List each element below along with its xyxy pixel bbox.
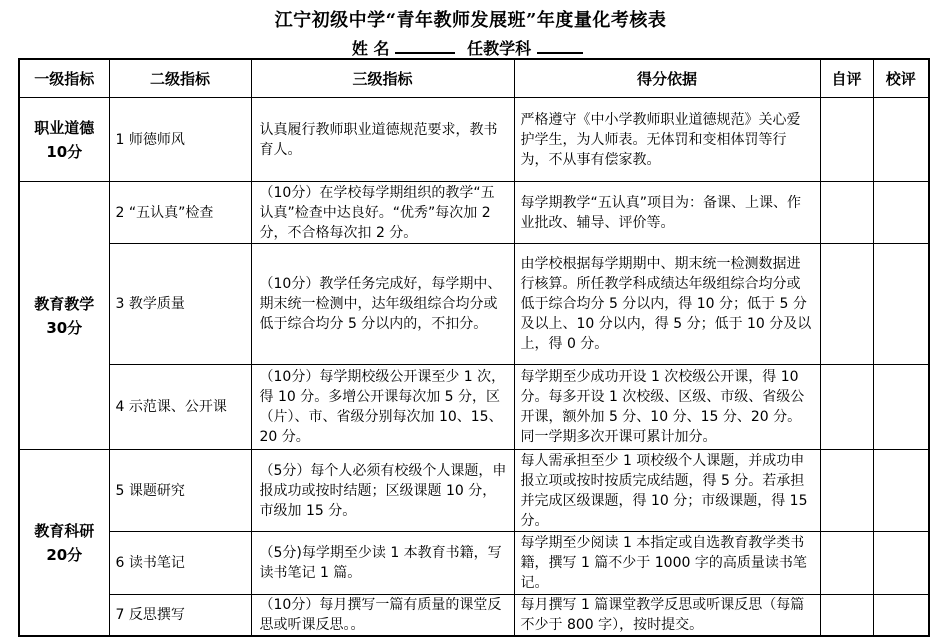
- self-eval-input[interactable]: [820, 244, 873, 365]
- category-cell: [19, 98, 109, 182]
- table-row: [19, 182, 929, 244]
- basis-cell: 每人需承担至少 1 项校级个人课题，并成功申报立项或按时按质完成结题，得 5 分。若承担并完成区级课题，得 10 分；市级课题，得 15 分。: [514, 450, 820, 532]
- category-name: 职业道德: [34, 118, 95, 137]
- school-eval-input[interactable]: [873, 532, 929, 595]
- self-eval-input[interactable]: [820, 98, 873, 182]
- category-score: 10分: [46, 142, 83, 161]
- basis-cell: 每学期教学“五认真”项目为：备课、上课、作业批改、辅导、评价等。: [514, 182, 820, 244]
- category-cell: [19, 182, 109, 450]
- table-header-row: [19, 59, 929, 98]
- category-score: 30分: [46, 318, 83, 337]
- basis-cell: 每学期至少阅读 1 本指定或自选教育教学类书籍，撰写 1 篇不少于 1000 字的高质量读书笔记。: [514, 532, 820, 595]
- item-cell: 7 反思撰写: [109, 595, 251, 637]
- category-cell: [19, 450, 109, 637]
- criteria-cell: 认真履行教师职业道德规范要求，教书育人。: [251, 98, 514, 182]
- category-name: 教育科研: [34, 521, 95, 540]
- self-eval-input[interactable]: [820, 365, 873, 450]
- subject-field[interactable]: [537, 38, 583, 54]
- form-header-line: [0, 36, 941, 59]
- category-score: 20分: [46, 545, 83, 564]
- subject-label: 任教学科: [467, 39, 532, 58]
- table-row: [19, 595, 929, 637]
- school-eval-input[interactable]: [873, 595, 929, 637]
- assessment-table: [18, 58, 930, 637]
- basis-cell: 严格遵守《中小学教师职业道德规范》关心爱护学生，为人师表。无体罚和变相体罚等行为，不从事有偿家教。: [514, 98, 820, 182]
- header-basis: 得分依据: [514, 59, 820, 98]
- basis-cell: 由学校根据每学期期中、期末统一检测数据进行核算。所任教学科成绩达年级组综合均分或低于综合均分 5 分以内，得 10 分；低于 5 分及以上、10 分以内，得 5 分；低于 10 分及以上，得 0 分。: [514, 244, 820, 365]
- item-cell: 5 课题研究: [109, 450, 251, 532]
- name-label: 姓 名: [351, 39, 390, 58]
- criteria-cell: （10分）每月撰写一篇有质量的课堂反思或听课反思。。: [251, 595, 514, 637]
- self-eval-input[interactable]: [820, 532, 873, 595]
- school-eval-input[interactable]: [873, 182, 929, 244]
- school-eval-input[interactable]: [873, 365, 929, 450]
- header-school-eval: 校评: [873, 59, 929, 98]
- table-row: [19, 244, 929, 365]
- item-cell: 1 师德师风: [109, 98, 251, 182]
- page-title: 江宁初级中学“青年教师发展班”年度量化考核表: [274, 10, 667, 31]
- criteria-cell: （10分）教学任务完成好，每学期中、期末统一检测中，达年级组综合均分或低于综合均分 5 分以内的，不扣分。: [251, 244, 514, 365]
- self-eval-input[interactable]: [820, 182, 873, 244]
- table-row: [19, 98, 929, 182]
- table-row: [19, 365, 929, 450]
- item-cell: 3 教学质量: [109, 244, 251, 365]
- basis-cell: 每月撰写 1 篇课堂教学反思或听课反思（每篇不少于 800 字），按时提交。: [514, 595, 820, 637]
- school-eval-input[interactable]: [873, 244, 929, 365]
- criteria-cell: （5分）每个人必须有校级个人课题，申报成功或按时结题；区级课题 10 分，市级加 15 分。: [251, 450, 514, 532]
- header-self-eval: 自评: [820, 59, 873, 98]
- header-level1: 一级指标: [19, 59, 109, 98]
- header-level2: 二级指标: [109, 59, 251, 98]
- header-level3: 三级指标: [251, 59, 514, 98]
- category-name: 教育教学: [34, 294, 95, 313]
- self-eval-input[interactable]: [820, 450, 873, 532]
- item-cell: 2 “五认真”检查: [109, 182, 251, 244]
- item-cell: 4 示范课、公开课: [109, 365, 251, 450]
- criteria-cell: （5分)每学期至少读 1 本教育书籍，写读书笔记 1 篇。: [251, 532, 514, 595]
- basis-cell: 每学期至少成功开设 1 次校级公开课，得 10 分。每多开设 1 次校级、区级、市级、省级公开课，额外加 5 分、10 分、15 分、20 分。同一学期多次开课可累计加分。: [514, 365, 820, 450]
- criteria-cell: （10分）每学期校级公开课至少 1 次，得 10 分。多增公开课每次加 5 分，区（片）、市、省级分别每次加 10、15、20 分。: [251, 365, 514, 450]
- criteria-cell: （10分）在学校每学期组织的教学“五认真”检查中达良好。“优秀”每次加 2 分，不合格每次扣 2 分。: [251, 182, 514, 244]
- item-cell: 6 读书笔记: [109, 532, 251, 595]
- table-row: [19, 532, 929, 595]
- school-eval-input[interactable]: [873, 98, 929, 182]
- name-field[interactable]: [395, 38, 455, 54]
- table-row: [19, 450, 929, 532]
- school-eval-input[interactable]: [873, 450, 929, 532]
- self-eval-input[interactable]: [820, 595, 873, 637]
